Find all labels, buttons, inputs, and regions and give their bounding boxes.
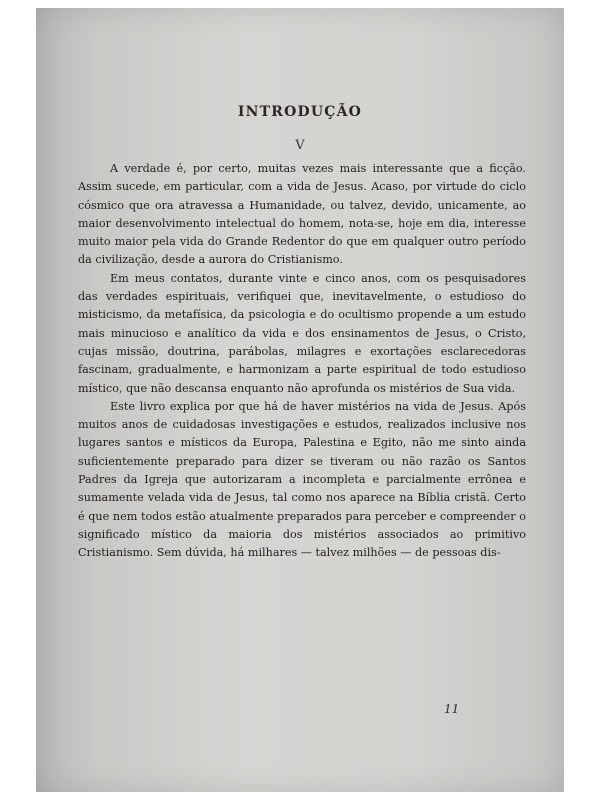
section-heading: INTRODUÇÃO — [237, 104, 363, 120]
body-text — [78, 160, 526, 563]
chapter-numeral: V — [295, 138, 305, 153]
paragraph-2: Em meus contatos, durante vinte e cinco anos, com os pesquisadores das verdades espirituais, verifiquei que, inevitavelmente, o estudioso do misticismo, da metafísica, da psicologia e do ocultismo propende a um estudo mais minucioso e analítico da vida e dos ensinamentos de Jesus, o Cristo, cujas missão, doutrina, parábolas, milagres e exortações esclarecedoras fascinam, gradualmente, e harmonizam a parte espiritual de todo estudioso místico, que não descansa enquanto não aprofunda os mistérios de Sua vida. — [78, 271, 526, 395]
paragraph-1: A verdade é, por certo, muitas vezes mais interessante que a ficção. Assim sucede, em particular, com a vida de Jesus. Acaso, por virtude do ciclo cósmico que ora atravessa a Humanidade, ou talvez, devido, unicamente, ao maior desenvolvimento intelectual do homem, nota-se, hoje em dia, interesse muito maior pela vida do Grande Redentor do que em qualquer outro período da civilização, desde a aurora do Cristianismo. — [78, 162, 526, 267]
paragraph-3: Este livro explica por que há de haver mistérios na vida de Jesus. Após muitos anos de cuidadosas investigações e estudos, realizados inclusive nos lugares santos e místicos da Europa, Palestina e Egito, não me sinto ainda suficientemente preparado para dizer se tiveram ou não razão os Santos Padres da Igreja que autorizaram a incompleta e parcialmente errônea e sumamente velada vida de Jesus, tal como nos aparece na Bíblia cristã. Certo é que nem todos estão atualmente preparados para perceber e compreender o significado místico da maioria dos mistérios associados ao primitivo Cristianismo. Sem dúvida, há milhares — talvez milhões — de pessoas dis- — [78, 399, 526, 560]
page-number: 11 — [444, 702, 460, 716]
book-page — [36, 8, 564, 792]
